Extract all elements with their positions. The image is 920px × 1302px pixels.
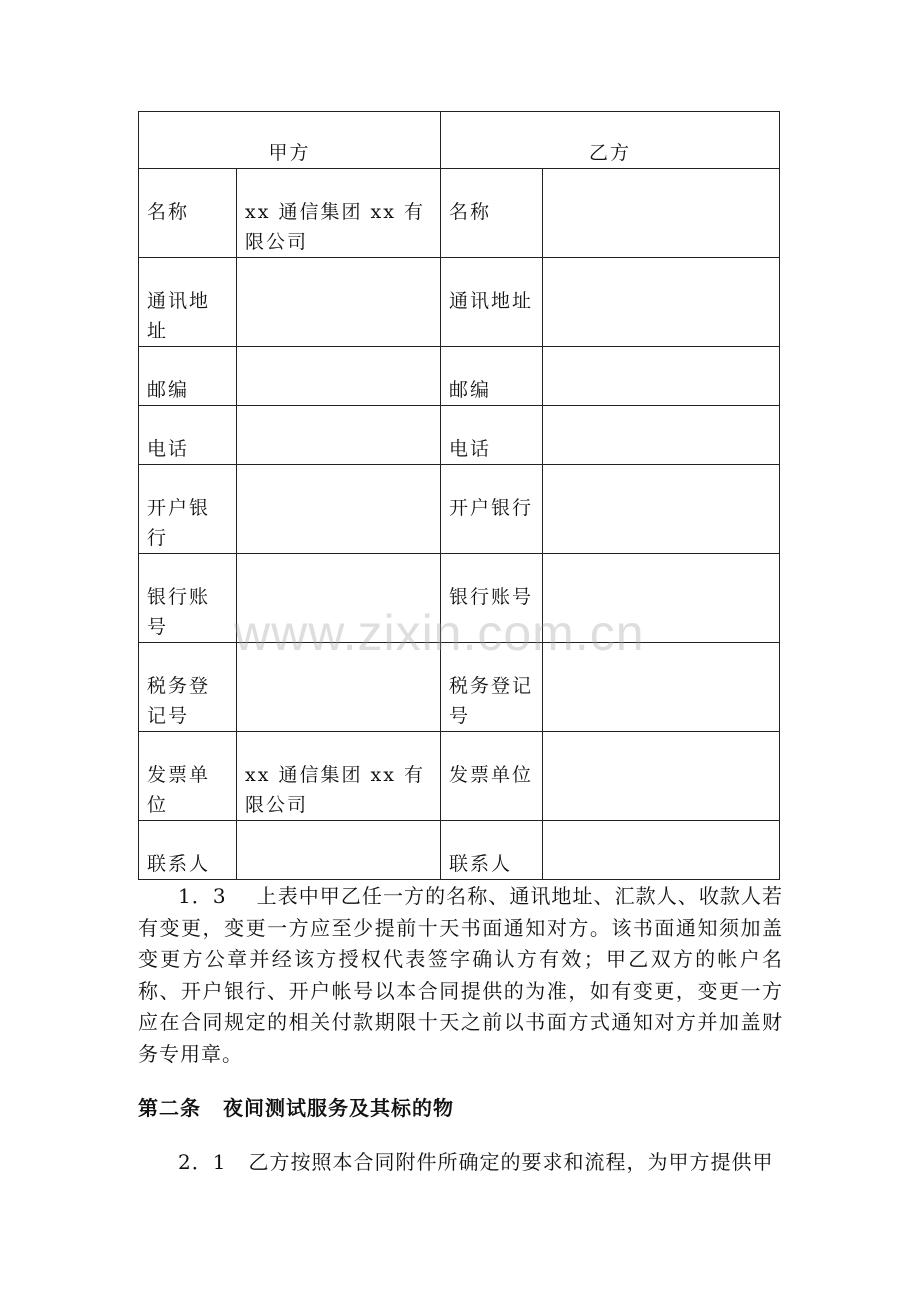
clause-number: 1．3 <box>178 884 227 908</box>
party-b-field-label <box>441 821 543 880</box>
party-a-field-value-text <box>245 821 432 849</box>
party-b-field-value-text <box>551 465 771 493</box>
party-a-field-label <box>139 258 237 347</box>
party-b-field-value-text <box>551 821 771 849</box>
clause-1-3 <box>138 881 783 1070</box>
party-a-field-label-text: 电话 <box>147 438 190 460</box>
table-row <box>139 821 780 880</box>
clause-text: 上表中甲乙任一方的名称、通讯地址、汇款人、收款人若有变更，变更一方应至少提前十天书面通知对方。该书面通知须加盖变更方公章并经该方授权代表签字确认方有效；甲乙双方的帐户名称、开户银行、开户帐号以本合同提供的为准，如有变更，变更一方应在合同规定的相关付款期限十天之前以书面方式通知对方并加盖财务专用章。 <box>138 884 784 1066</box>
party-b-field-label-text: 税务登记号 <box>449 675 534 727</box>
party-a-field-value-text: xx 通信集团 xx 有限公司 <box>245 201 425 253</box>
party-a-field-value <box>237 406 441 465</box>
party-a-field-label-text: 邮编 <box>147 379 190 401</box>
party-a-field-value-text <box>245 643 432 671</box>
party-a-field-label <box>139 169 237 258</box>
party-b-field-label <box>441 732 543 821</box>
party-a-field-value <box>237 732 441 821</box>
party-a-field-label <box>139 465 237 554</box>
party-a-field-label <box>139 406 237 465</box>
article-number: 第二条 <box>138 1096 201 1120</box>
party-a-field-value <box>237 643 441 732</box>
party-a-field-value <box>237 554 441 643</box>
party-a-field-value-text <box>245 406 432 434</box>
party-b-field-label <box>441 347 543 406</box>
table-row <box>139 258 780 347</box>
party-a-field-label <box>139 732 237 821</box>
party-b-field-label-text: 名称 <box>449 201 492 223</box>
table-row <box>139 406 780 465</box>
table-row <box>139 169 780 258</box>
party-b-field-value-text <box>551 406 771 434</box>
party-a-field-value-text <box>245 465 432 493</box>
party-b-field-value <box>543 258 780 347</box>
party-a-field-label-text: 税务登记号 <box>147 675 211 727</box>
party-b-field-label <box>441 554 543 643</box>
party-a-field-value-text: xx 通信集团 xx 有限公司 <box>245 764 425 816</box>
table-header-row <box>139 112 780 169</box>
party-b-field-label-text: 开户银行 <box>449 497 534 519</box>
party-a-field-label-text: 发票单位 <box>147 764 211 816</box>
party-a-field-label-text: 联系人 <box>147 853 211 875</box>
party-b-field-value <box>543 465 780 554</box>
party-a-field-label-text: 开户银行 <box>147 497 211 549</box>
party-b-field-label-text: 联系人 <box>449 853 513 875</box>
table-row <box>139 554 780 643</box>
table-row <box>139 465 780 554</box>
party-b-field-label-text: 银行账号 <box>449 586 534 608</box>
party-b-field-value <box>543 732 780 821</box>
party-b-field-value <box>543 821 780 880</box>
party-a-field-value <box>237 821 441 880</box>
party-a-field-value-text <box>245 347 432 375</box>
party-b-field-value <box>543 554 780 643</box>
party-a-field-value-text <box>245 554 432 582</box>
party-b-field-label <box>441 169 543 258</box>
table-row <box>139 347 780 406</box>
party-b-field-value <box>543 643 780 732</box>
party-info-table <box>138 111 780 880</box>
party-b-field-label-text: 邮编 <box>449 379 492 401</box>
party-b-field-label <box>441 406 543 465</box>
party-a-field-value <box>237 465 441 554</box>
article-title: 夜间测试服务及其标的物 <box>223 1096 454 1120</box>
party-a-header: 甲方 <box>139 112 441 169</box>
party-b-field-value <box>543 169 780 258</box>
party-b-field-value <box>543 347 780 406</box>
clause-text: 乙方按照本合同附件所确定的要求和流程，为甲方提供甲 <box>248 1150 774 1174</box>
party-b-field-label <box>441 643 543 732</box>
party-b-field-label <box>441 258 543 347</box>
clause-number: 2．1 <box>178 1150 227 1174</box>
party-b-field-value-text <box>551 169 771 197</box>
clause-2-1 <box>138 1147 783 1179</box>
article-2-heading <box>138 1092 454 1121</box>
party-b-header: 乙方 <box>441 112 780 169</box>
party-b-field-value-text <box>551 258 771 286</box>
party-a-field-label-text: 通讯地址 <box>147 290 211 342</box>
party-a-field-label <box>139 821 237 880</box>
party-b-field-value <box>543 406 780 465</box>
party-a-field-label <box>139 347 237 406</box>
party-b-field-label-text: 电话 <box>449 438 492 460</box>
party-a-field-label-text: 银行账号 <box>147 586 211 638</box>
party-a-field-label <box>139 554 237 643</box>
party-b-field-value-text <box>551 732 771 760</box>
party-a-field-label-text: 名称 <box>147 201 190 223</box>
table-row <box>139 643 780 732</box>
party-a-field-value <box>237 258 441 347</box>
party-b-field-value-text <box>551 347 771 375</box>
party-b-field-label-text: 通讯地址 <box>449 290 534 312</box>
party-b-field-value-text <box>551 554 771 582</box>
party-b-field-label <box>441 465 543 554</box>
party-a-field-value <box>237 169 441 258</box>
watermark: www.zixin.com.cn <box>234 605 645 661</box>
party-b-field-value-text <box>551 643 771 671</box>
table-row <box>139 732 780 821</box>
party-a-field-value-text <box>245 258 432 286</box>
party-a-field-label <box>139 643 237 732</box>
party-a-field-value <box>237 347 441 406</box>
party-b-field-label-text: 发票单位 <box>449 764 534 786</box>
